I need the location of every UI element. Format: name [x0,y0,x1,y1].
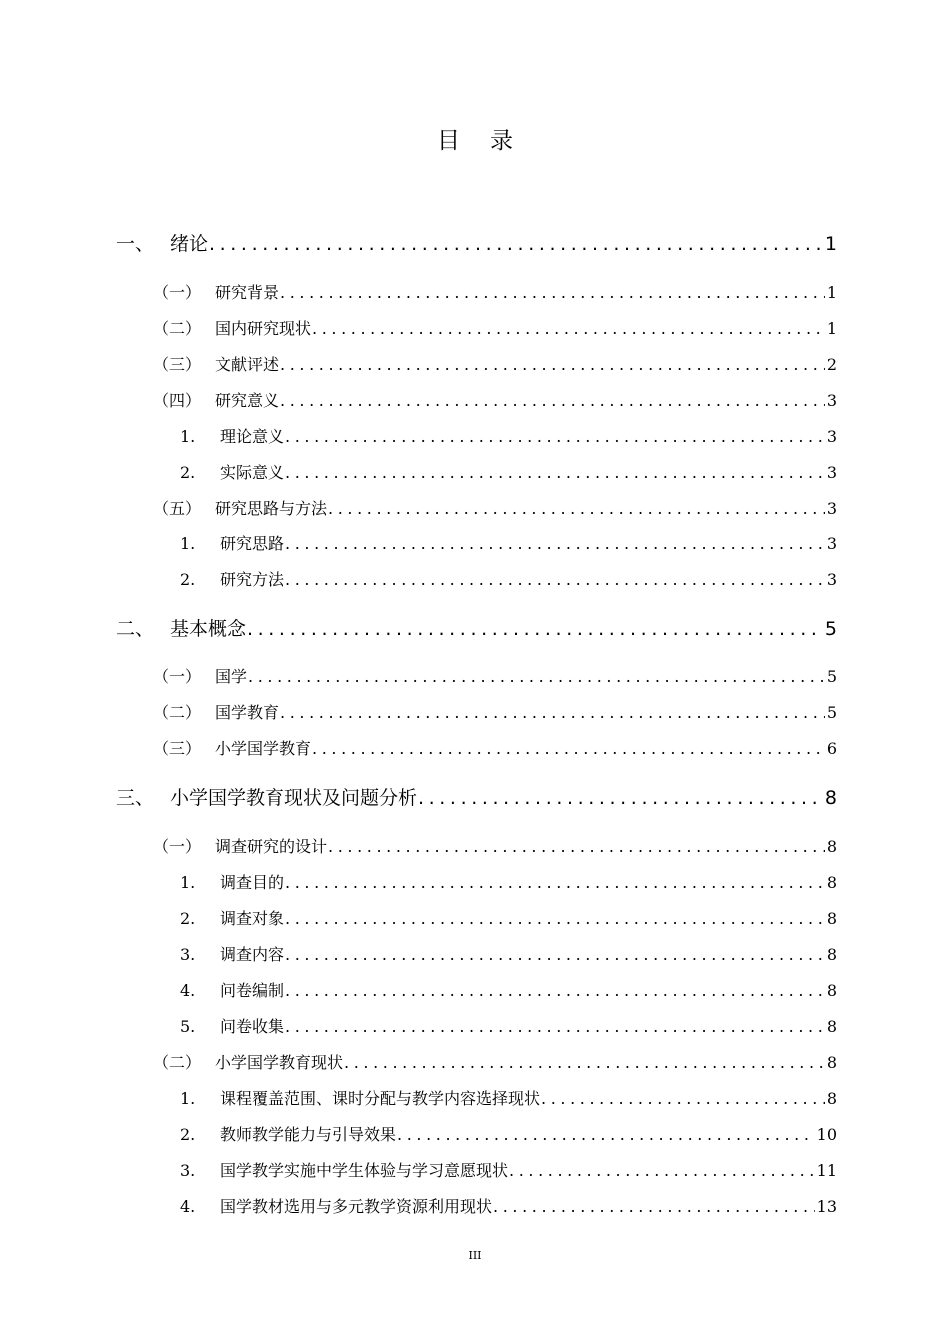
toc-entry-number: 2. [180,570,196,589]
toc-entry-page: 3 [826,570,837,589]
toc-entry-level-2[interactable] [153,1050,837,1073]
toc-entry-page: 3 [826,463,837,482]
toc-entry-level-3[interactable] [180,567,837,590]
dot-leader [285,427,825,446]
toc-entry-number: 4. [180,981,196,1000]
toc-entry-number: 3. [180,945,196,964]
toc-entry-number: （二） [153,703,202,722]
toc-entry-page: 13 [816,1197,837,1216]
toc-entry-number: 三、 [116,787,155,809]
toc-entry-title: 国内研究现状 [215,319,312,338]
dot-leader [285,463,825,482]
toc-entry-number: （五） [153,499,202,518]
toc-entry-title: 国学教学实施中学生体验与学习意愿现状 [220,1161,509,1180]
toc-entry-title: 基本概念 [170,618,247,640]
dot-leader [509,1161,815,1180]
toc-entry-title: 小学国学教育 [215,739,312,758]
toc-entry-title: 问卷收集 [220,1017,285,1036]
toc-entry-level-3[interactable] [180,1194,837,1217]
toc-entry-number: 4. [180,1197,196,1216]
dot-leader [328,499,825,518]
toc-entry-number: 2. [180,909,196,928]
dot-leader [280,391,825,410]
dot-leader [285,570,825,589]
toc-entry-page: 11 [816,1161,837,1180]
toc-entry-title: 国学教育 [215,703,280,722]
toc-entry-level-2[interactable] [153,664,837,687]
toc-entry-page: 8 [826,873,837,892]
toc-entry-level-2[interactable] [153,352,837,375]
toc-entry-page: 3 [826,427,837,446]
toc-entry-number: （二） [153,1053,202,1072]
dot-leader [418,787,823,809]
toc-entry-level-3[interactable] [180,978,837,1001]
toc-entry-page: 1 [824,233,837,255]
toc-entry-number: （一） [153,667,202,686]
toc-entry-level-1[interactable] [116,229,837,256]
toc-entry-number: 二、 [116,618,155,640]
toc-entry-number: （二） [153,319,202,338]
dot-leader [344,1053,825,1072]
toc-entry-title: 研究思路 [220,534,285,553]
page-title-part2: 录 [490,128,513,154]
toc-entry-title: 实际意义 [220,463,285,482]
toc-entry-title: 调查研究的设计 [215,837,328,856]
dot-leader [285,1017,825,1036]
dot-leader [285,873,825,892]
toc-entry-level-3[interactable] [180,1122,837,1145]
toc-entry-level-3[interactable] [180,531,837,554]
toc-entry-title: 小学国学教育现状及问题分析 [170,787,418,809]
toc-entry-page: 8 [826,1053,837,1072]
toc-entry-level-3[interactable] [180,1158,837,1181]
toc-entry-title: 国学教材选用与多元教学资源利用现状 [220,1197,493,1216]
toc-entry-page: 8 [826,945,837,964]
toc-entry-page: 8 [826,981,837,1000]
toc-entry-page: 2 [826,355,837,374]
toc-entry-level-2[interactable] [153,388,837,411]
toc-entry-level-3[interactable] [180,906,837,929]
toc-entry-number: （三） [153,355,202,374]
toc-entry-page: 5 [826,703,837,722]
toc-entry-level-1[interactable] [116,783,837,810]
toc-entry-level-3[interactable] [180,1014,837,1037]
toc-entry-page: 10 [816,1125,837,1144]
toc-entry-level-3[interactable] [180,424,837,447]
toc-entry-number: 5. [180,1017,196,1036]
toc-entry-title: 绪论 [170,233,209,255]
toc-entry-page: 8 [826,837,837,856]
toc-entry-level-3[interactable] [180,870,837,893]
toc-entry-level-2[interactable] [153,700,837,723]
dot-leader [285,909,825,928]
toc-entry-title: 课程覆盖范围、课时分配与教学内容选择现状 [220,1089,541,1108]
toc-entry-title: 小学国学教育现状 [215,1053,344,1072]
toc-entry-page: 8 [824,787,837,809]
toc-entry-number: （三） [153,739,202,758]
toc-entry-level-3[interactable] [180,942,837,965]
toc-entry-page: 8 [826,909,837,928]
toc-entry-number: （一） [153,837,202,856]
toc-entry-title: 研究思路与方法 [215,499,328,518]
dot-leader [312,739,825,758]
toc-entry-title: 研究方法 [220,570,285,589]
toc-entry-title: 调查内容 [220,945,285,964]
toc-entry-title: 研究背景 [215,283,280,302]
toc-entry-number: 2. [180,1125,196,1144]
toc-entry-title: 问卷编制 [220,981,285,1000]
toc-entry-title: 教师教学能力与引导效果 [220,1125,397,1144]
dot-leader [541,1089,825,1108]
toc-entry-number: （四） [153,391,202,410]
dot-leader [247,618,823,640]
toc-entry-number: 2. [180,463,196,482]
toc-entry-title: 国学 [215,667,248,686]
toc-entry-page: 5 [824,618,837,640]
dot-leader [285,945,825,964]
toc-entry-level-1[interactable] [116,614,837,641]
toc-entry-page: 3 [826,534,837,553]
toc-entry-page: 3 [826,391,837,410]
page-number-footer: III [468,1249,482,1262]
toc-entry-page: 8 [826,1089,837,1108]
dot-leader [493,1197,815,1216]
dot-leader [280,355,825,374]
toc-entry-page: 1 [826,319,837,338]
toc-entry-page: 1 [826,283,837,302]
page-title-part1: 目 [437,128,460,154]
toc-entry-number: （一） [153,283,202,302]
toc-entry-number: 1. [180,1089,196,1108]
dot-leader [312,319,825,338]
dot-leader [280,703,825,722]
toc-entry-number: 一、 [116,233,155,255]
toc-entry-level-2[interactable] [153,280,837,303]
toc-entry-level-2[interactable] [153,496,837,519]
toc-entry-title: 理论意义 [220,427,285,446]
dot-leader [209,233,823,255]
dot-leader [280,283,825,302]
dot-leader [328,837,825,856]
toc-entry-title: 调查目的 [220,873,285,892]
toc-entry-title: 文献评述 [215,355,280,374]
toc-entry-number: 1. [180,873,196,892]
dot-leader [285,981,825,1000]
toc-entry-title: 研究意义 [215,391,280,410]
page-title [0,122,950,155]
dot-leader [248,667,825,686]
toc-entry-page: 8 [826,1017,837,1036]
toc-entry-level-2[interactable] [153,736,837,759]
toc-entry-title: 调查对象 [220,909,285,928]
dot-leader [397,1125,815,1144]
toc-entry-level-3[interactable] [180,460,837,483]
toc-entry-level-2[interactable] [153,834,837,857]
toc-entry-page: 6 [826,739,837,758]
dot-leader [285,534,825,553]
toc-entry-level-3[interactable] [180,1086,837,1109]
toc-entry-page: 3 [826,499,837,518]
toc-entry-number: 1. [180,534,196,553]
toc-entry-number: 3. [180,1161,196,1180]
toc-entry-level-2[interactable] [153,316,837,339]
toc-entry-number: 1. [180,427,196,446]
toc-entry-page: 5 [826,667,837,686]
